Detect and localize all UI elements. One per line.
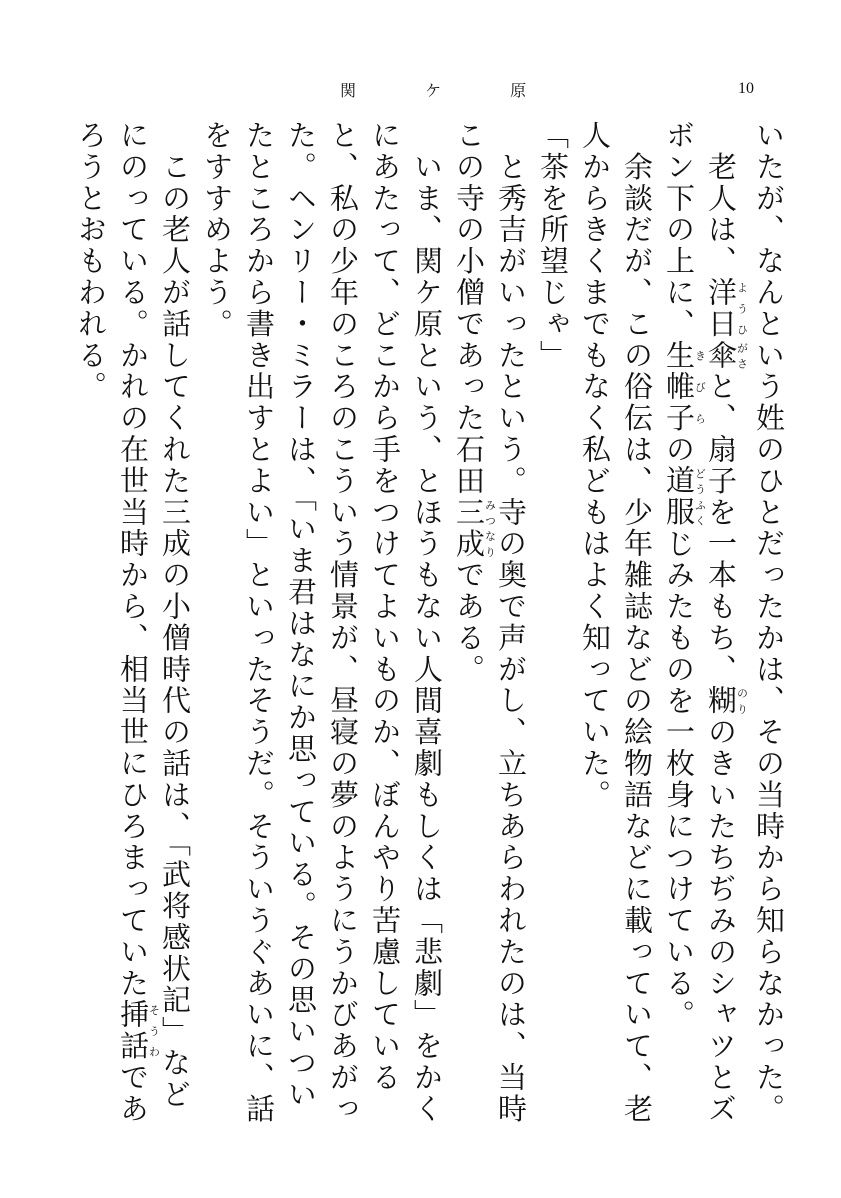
page-number: 10: [738, 80, 754, 97]
quote-line: 「茶を所望じゃ」: [536, 120, 570, 372]
paragraph-with-ruby: 老人は、洋日ようひ傘がさと、扇子を一本もち、糊のりのきいたちぢみのシャツとズボン下の上に、生き帷子びらの道服どうふくじみたものを一枚身につけている。: [662, 120, 749, 1125]
ruby-doufuku: 道服どうふく: [662, 465, 707, 529]
running-title: 関 ケ 原: [340, 81, 559, 100]
paragraph: いま、関ケ原という、とほうもない人間喜劇もしくは「悲劇」をかくにあたって、どこから手をつけてよいものか、ぼんやり苦慮していると、私の少年のころのこういう情景が、昼寝の夢のようにうかびあがった。ヘンリー・ミラーは、「いま君はなにか思っている。その思いついたところから書き出すとよい」といったそうだ。そういうぐあいに、話をすすめよう。: [200, 120, 444, 1125]
ruby-nori: 糊のり: [704, 685, 749, 717]
ruby-souwa: 挿話そうわ: [116, 999, 161, 1063]
ruby-yohi: 洋日ようひ: [704, 277, 749, 340]
paragraph: いたが、なんという姓のひとだったかは、その当時から知らなかった。: [752, 120, 786, 1125]
paragraph-with-ruby: この老人が話してくれた三成の小僧時代の話は、「武将感状記」などにのっている。かれの在世当時から、相当世にひろまっていた挿話そうわであろうとおもわれる。: [74, 120, 192, 1125]
paragraph-with-ruby: と秀吉がいったという。寺の奥で声がし、立ちあらわれたのは、当時この寺の小僧であった石田三成みつなりである。: [452, 120, 528, 1125]
ruby-gasa: 傘がさ: [704, 339, 749, 372]
ruby-ki: 生き: [662, 339, 707, 372]
ruby-bira: 帷子びら: [662, 371, 707, 435]
ruby-mitsunari: 三成みつなり: [452, 496, 497, 560]
vertical-body-text: [74, 120, 790, 1140]
paragraph: 余談だが、この俗伝は、少年雑誌などの絵物語などに載っていて、老人からきくまでもなく私どもはよく知っていた。: [578, 120, 654, 1125]
